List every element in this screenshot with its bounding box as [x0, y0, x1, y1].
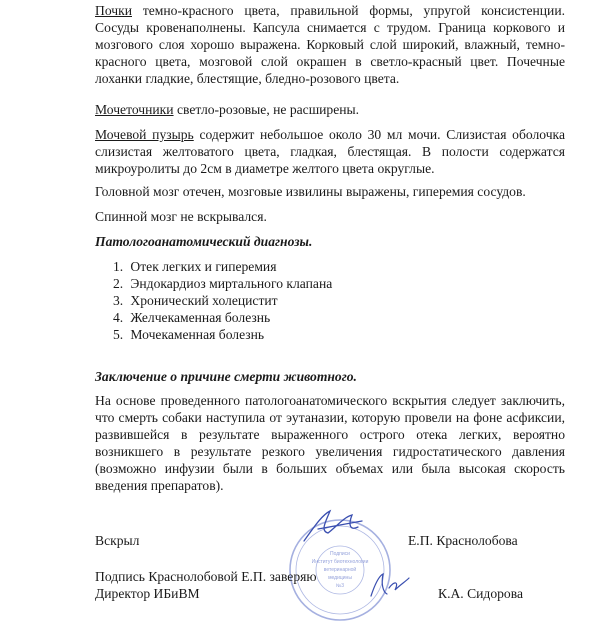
diagnosis-text: Отек легких и гиперемия: [130, 259, 277, 274]
ureters-paragraph: [95, 101, 565, 118]
diagnosis-number: 1.: [113, 259, 124, 274]
diagnoses-list: [95, 258, 332, 343]
diagnosis-number: 5.: [113, 327, 124, 342]
diagnosis-item: [113, 292, 332, 309]
certify-text: Подпись Краснолобовой Е.П. заверяю: [95, 569, 317, 584]
bladder-paragraph: [95, 126, 565, 177]
ureters-label: Мочеточники: [95, 102, 174, 117]
diagnosis-item: [113, 258, 332, 275]
signature-sidorova: [365, 570, 415, 600]
stamp-line: ветеринарной: [323, 567, 357, 573]
diagnosis-number: 4.: [113, 310, 124, 325]
bladder-text: содержит небольшое около 30 мл мочи. Слизистая оболочка слизистая желтоватого цвета, гладкая, блестящая. В полости содержатся микроуролиты до 2см в диаметре желтого цвета округлые.: [95, 127, 565, 176]
diagnosis-item: [113, 309, 332, 326]
stamp-line: Подписи: [330, 551, 350, 557]
diagnosis-text: Хронический холецистит: [130, 293, 278, 308]
bladder-label: Мочевой пузырь: [95, 127, 194, 142]
diagnosis-text: Эндокардиоз миртального клапана: [130, 276, 333, 291]
diagnosis-item: [113, 275, 332, 292]
spinal-paragraph: Спинной мозг не вскрывался.: [95, 209, 267, 224]
ureters-text: светло-розовые, не расширены.: [173, 102, 360, 117]
opened-by-label: Вскрыл: [95, 533, 140, 548]
conclusion-paragraph: На основе проведенного патологоанатомического вскрытия следует заключить, что смерть собаки наступила от эутаназии, которую провели на фоне асфиксии, развившейся в результате выраженного острого отека легких, вероятно возникшего в результате резкого увеличения гидростатического давления (возможно инфузии были в больших объемах или была высокая скорость введения препаратов).: [95, 393, 565, 493]
diagnosis-text: Мочекаменная болезнь: [130, 327, 265, 342]
diagnosis-number: 2.: [113, 276, 124, 291]
kidneys-label: Почки: [95, 3, 132, 18]
brain-paragraph: Головной мозг отечен, мозговые извилины выражены, гиперемия сосудов.: [95, 184, 526, 199]
director-label: Директор ИБиВМ: [95, 586, 200, 601]
diagnosis-number: 3.: [113, 293, 124, 308]
stamp-line: Институт биотехнологии: [311, 559, 369, 565]
stamp-line: медицины: [328, 575, 352, 581]
kidneys-paragraph: [95, 2, 565, 87]
diagnosis-item: [113, 326, 332, 343]
conclusion-heading: Заключение о причине смерти животного.: [95, 369, 357, 384]
diagnoses-heading: Патологоанатомический диагнозы.: [95, 234, 313, 249]
stamp-line: №3: [335, 583, 345, 589]
diagnosis-text: Желчекаменная болезнь: [130, 310, 271, 325]
kidneys-text: темно-красного цвета, правильной формы, упругой консистенции. Сосуды кровенаполнены. Капсула снимается с трудом. Граница коркового и мозгового слоя хорошо выражена. Корковый слой широкий, влажный, темно-красного цвета, мозговой слой окрашен в светло-красный цвет. Почечные лоханки гладкие, блестящие, бледно-розового цвета.: [95, 3, 565, 86]
director-name: К.А. Сидорова: [438, 586, 524, 601]
signature-krasnolobova: [300, 507, 370, 547]
opened-by-name: Е.П. Краснолобова: [408, 533, 518, 548]
